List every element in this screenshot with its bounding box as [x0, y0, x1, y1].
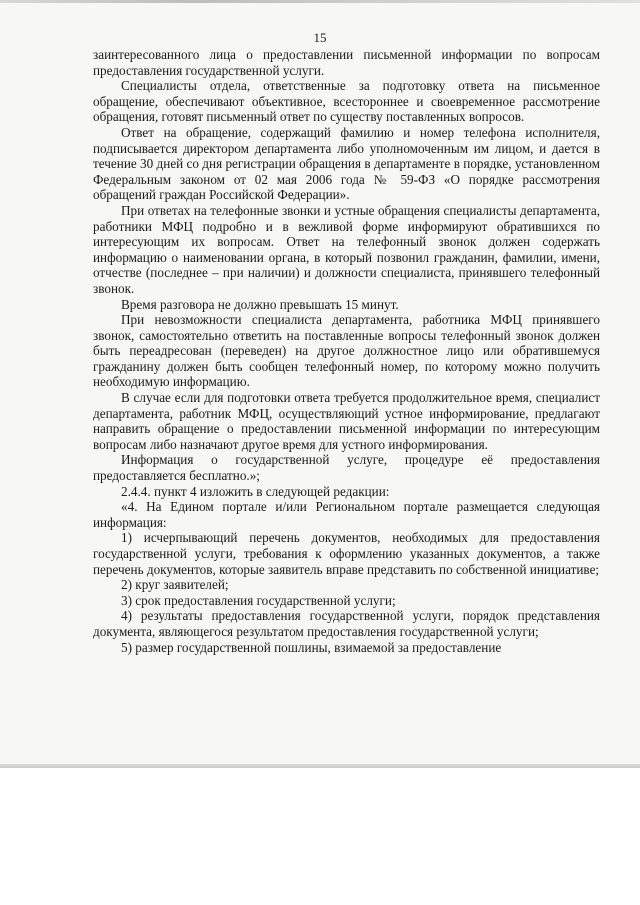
amendment-heading: 2.4.4. пункт 4 изложить в следующей редакции:: [121, 483, 390, 499]
document-body: [93, 47, 600, 655]
paragraph: Ответ на обращение, содержащий фамилию и номер телефона исполнителя, подписывается директором департамента либо уполномоченным им лицом, и дается в течение 30 дней со дня регистрации обращения в департаменте в порядке, установленном Федеральным законом от 02 мая 2006 года № 59-ФЗ «О порядке рассмотрения обращений граждан Российской Федерации».: [93, 124, 600, 203]
paragraph: При ответах на телефонные звонки и устные обращения специалисты департамента, работники МФЦ подробно и в вежливой форме информируют обратившихся по интересующим их вопросам. Ответ на телефонный звонок должен содержать информацию о наименовании органа, в который позвонил гражданин, фамилии, имени, отчестве (последнее – при наличии) и должности специалиста, принявшего телефонный звонок.: [93, 202, 600, 296]
page-number: 15: [313, 30, 327, 45]
list-item: 1) исчерпывающий перечень документов, необходимых для предоставления государственной услуги, требования к оформлению указанных документов, а также перечень документов, которые заявитель вправе представить по собственной инициативе;: [93, 530, 600, 577]
list-item: 4) результаты предоставления государственной услуги, порядок представления документа, являющегося результатом предоставления государственной услуги;: [93, 608, 600, 639]
list-item: 5) размер государственной пошлины, взимаемой за предоставление: [121, 639, 502, 655]
paragraph: Специалисты отдела, ответственные за подготовку ответа на письменное обращение, обеспечивают объективное, всестороннее и своевременное рассмотрение обращения, готовят письменный ответ по существу поставленных вопросов.: [93, 78, 600, 125]
paragraph: Информация о государственной услуге, процедуре её предоставления предоставляется бесплатно.»;: [93, 452, 600, 484]
scan-top-edge: [0, 0, 640, 3]
paragraph: При невозможности специалиста департамента, работника МФЦ принявшего звонок, самостоятельно ответить на поставленные вопросы телефонный звонок должен быть переадресован (переведен) на другое должностное лицо или обратившемуся гражданину должен быть сообщен телефонный номер, по которому можно получить необходимую информацию.: [93, 312, 600, 390]
paragraph: заинтересованного лица о предоставлении письменной информации по вопросам предоставления государственной услуги.: [93, 47, 600, 78]
paragraph: «4. На Едином портале и/или Региональном портале размещается следующая информация:: [93, 499, 600, 530]
blank-margin: [0, 768, 640, 905]
list-item: 2) круг заявителей;: [121, 577, 229, 593]
paragraph: Время разговора не должно превышать 15 минут.: [121, 296, 399, 312]
list-item: 3) срок предоставления государственной услуги;: [121, 592, 396, 608]
paragraph: В случае если для подготовки ответа требуется продолжительное время, специалист департамента, работник МФЦ, осуществляющий устное информирование, предлагают направить обращение о предоставлении письменной информации по интересующим вопросам либо назначают другое время для устного информирования.: [93, 390, 600, 452]
